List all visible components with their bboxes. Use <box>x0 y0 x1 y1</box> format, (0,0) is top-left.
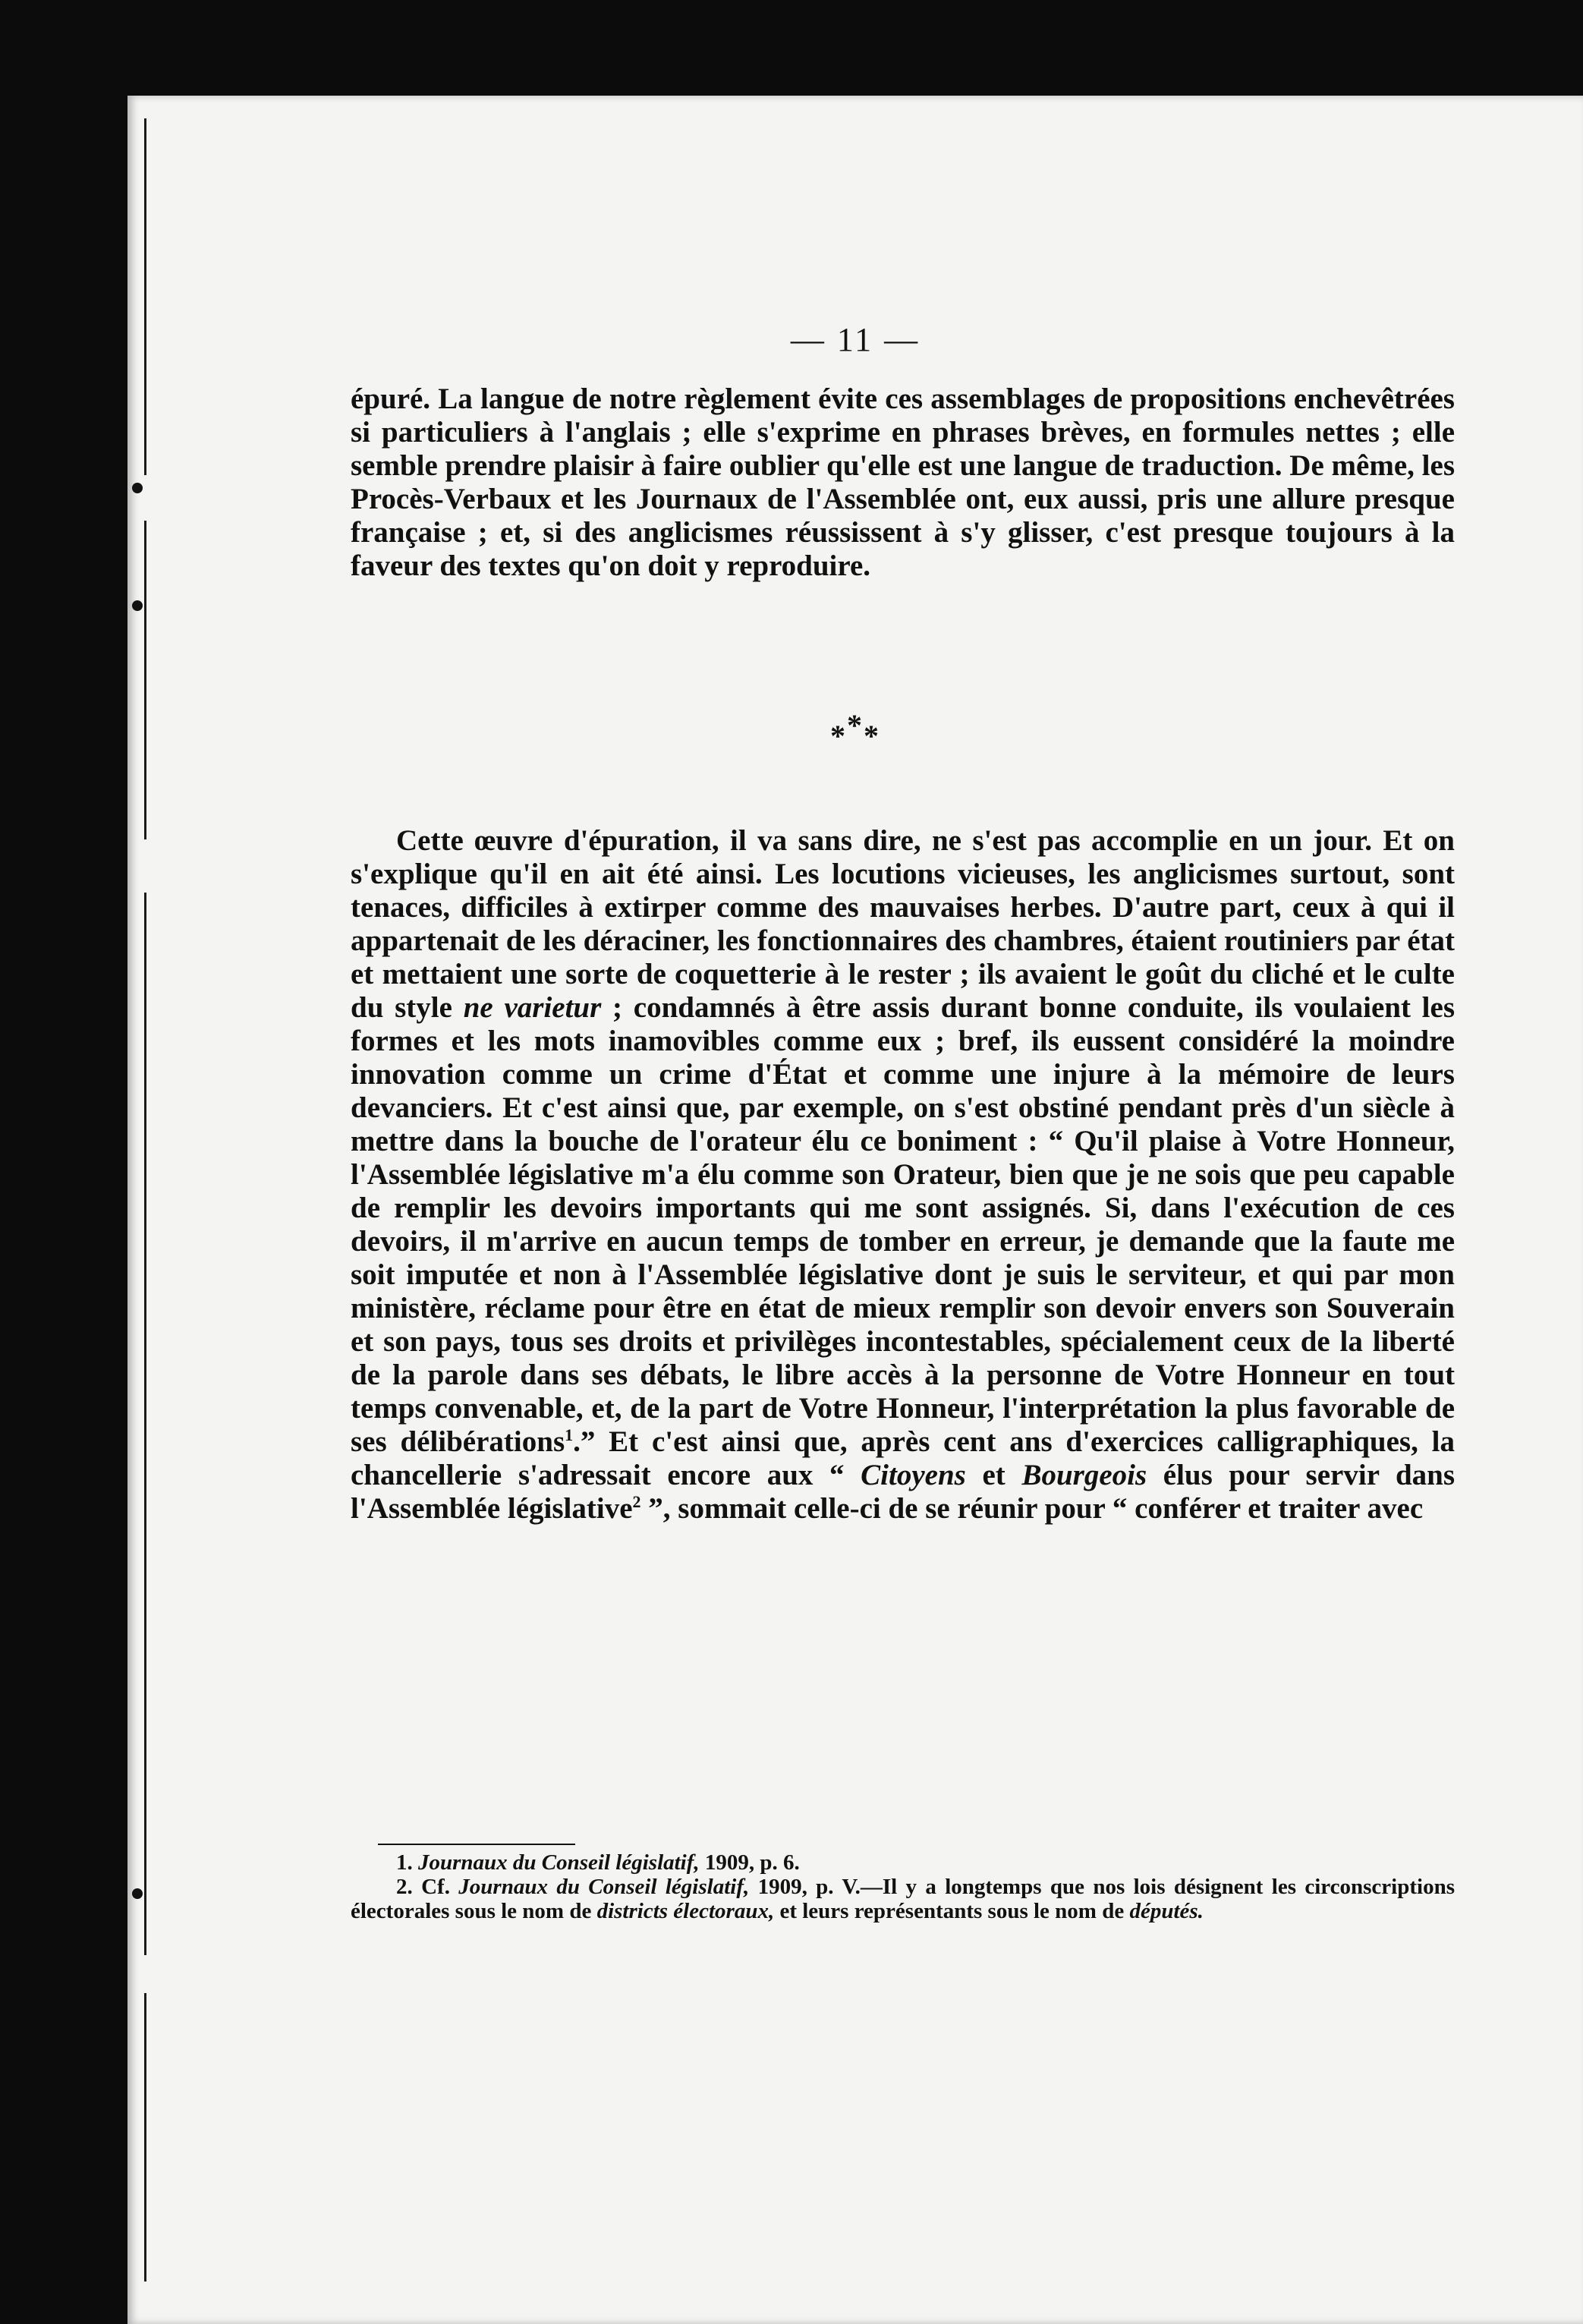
binding-edge <box>144 1993 146 2281</box>
paragraph-text <box>351 824 1455 1526</box>
text-run: Cf. <box>412 1875 459 1899</box>
binding-hole-mark <box>132 600 143 611</box>
italic-phrase: districts électoraux, <box>596 1899 775 1923</box>
text-run: 1909, p. V.—Il y a longtemps que nos lois désignent les circonscriptions électorales sous le nom de <box>351 1875 1455 1923</box>
paragraph-text: épuré. La langue de notre règlement évite ces assemblages de propositions enchevêtrées si particuliers à l'anglais ; elle s'exprime en phrases brèves, en formules nettes ; elle semble prendre plaisir à faire oublier qu'elle est une langue de traduction. De même, les Procès-Verbaux et les Journaux de l'Assemblée ont, eux aussi, pris une allure presque française ; et, si des anglicismes réussissent à s'y glisser, c'est presque toujours à la faveur des textes qu'on doit y reproduire. <box>351 383 1455 582</box>
italic-phrase: ne varietur <box>463 991 602 1024</box>
footnote-rule <box>378 1844 575 1845</box>
text-run: ”, sommait celle-ci de se réunir pour “ conférer et traiter avec <box>640 1492 1424 1525</box>
scanned-page <box>127 96 1583 2324</box>
footnote-1 <box>351 1850 1455 1875</box>
footnotes <box>351 1850 1455 1923</box>
italic-phrase: Bourgeois <box>1021 1459 1147 1491</box>
italic-phrase: Journaux du Conseil législatif, <box>458 1875 750 1899</box>
footnote-number: 1. <box>396 1850 413 1875</box>
text-run: et leurs représentants sous le nom de <box>774 1899 1130 1923</box>
italic-phrase: Citoyens <box>861 1459 966 1491</box>
italic-phrase: Journaux du Conseil législatif, <box>418 1850 700 1875</box>
text-run: et <box>965 1459 1022 1491</box>
text-run: 1909, p. 6. <box>699 1850 800 1875</box>
text-run: .” Et c'est ainsi que, après cent ans d'exercices calligraphiques, la chancellerie s'adressait encore aux “ <box>351 1425 1455 1491</box>
asterism-star: * <box>864 719 880 753</box>
footnote-2 <box>351 1875 1455 1923</box>
footnote-ref-1: 1 <box>565 1425 574 1444</box>
binding-edge <box>144 893 146 1955</box>
page-number: — 11 — <box>790 321 921 358</box>
binding-edge <box>144 521 146 839</box>
text-run: ; condamnés à être assis durant bonne conduite, ils voulaient les formes et les mots inamovibles comme eux ; bref, ils eussent considéré la moindre innovation comme un crime d'État et comme une injure à la mémoire de leurs devanciers. Et c'est ainsi que, par exemple, on s'est obstiné pendant près d'un siècle à mettre dans la bouche de l'orateur élu ce boniment : “ Qu'il plaise à Votre Honneur, l'Assemblée législative m'a élu comme son Orateur, bien que je ne sois que peu capable de remplir les devoirs importants qui me sont assignés. Si, dans l'exécution de ces devoirs, il m'arrive en aucun temps de tomber en erreur, je demande que la faute me soit imputée et non à l'Assemblée législative dont je suis le serviteur, et qui par mon ministère, réclame pour être en état de mieux remplir son devoir envers son Souverain et son pays, tous ses droits et privilèges incontestables, spécialement ceux de la liberté de la parole dans ses débats, le libre accès à la personne de Votre Honneur en tout temps convenable, et, de la part de Votre Honneur, l'interprétation la plus favorable de ses délibérations <box>351 991 1455 1458</box>
binding-hole-mark <box>132 1888 143 1899</box>
asterism-separator <box>127 708 1583 754</box>
text-run: Cette œuvre d'épuration, il va sans dire, ne s'est pas accomplie en un jour. Et on s'explique qu'il en ait été ainsi. Les locutions vicieuses, les anglicismes surtout, sont tenaces, difficiles à extirper comme des mauvaises herbes. D'autre part, ceux à qui il appartenait de les déraciner, les fonctionnaires des chambres, étaient routiniers par état et mettaient une sorte de coquetterie à le rester ; ils avaient le goût du cliché et le culte du style <box>351 824 1455 1024</box>
footnote-ref-2: 2 <box>632 1492 641 1511</box>
binding-hole-mark <box>132 483 143 493</box>
asterism-star: * <box>830 719 847 753</box>
asterism-star: * <box>847 708 864 742</box>
body-paragraph-2 <box>351 824 1455 1526</box>
footnote-number: 2. <box>396 1875 413 1899</box>
italic-phrase: députés. <box>1129 1899 1204 1923</box>
binding-edge <box>144 118 146 475</box>
body-paragraph-1 <box>351 383 1455 583</box>
text-run: élus pour servir dans l'Assemblée législative <box>351 1459 1455 1525</box>
